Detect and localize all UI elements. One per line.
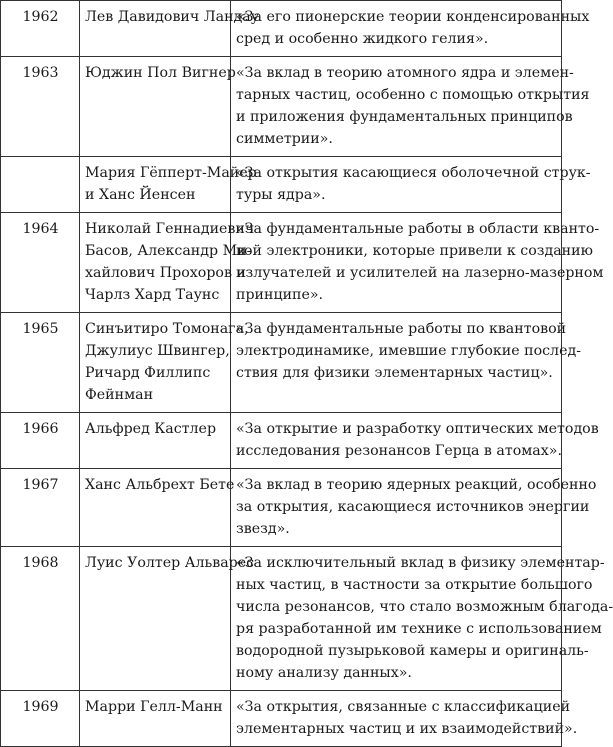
laureate-line: Чарлз Хард Таунс xyxy=(85,287,220,303)
motivation-line: ствия для физики элементарных частиц». xyxy=(236,365,553,381)
motivation-line: «За вклад в теорию ядерных реакций, особенно xyxy=(236,477,597,493)
laureate-line: хайлович Прохоров и xyxy=(85,265,246,281)
laureate-cell xyxy=(80,1,260,57)
laureate-line: Ричард Филлипс xyxy=(85,365,211,381)
laureate-cell xyxy=(80,469,235,547)
year-cell: 1965 xyxy=(1,313,80,413)
motivation-cell xyxy=(231,57,590,157)
laureate-line: Юджин Пол Вигнер xyxy=(85,65,236,81)
year-cell: 1967 xyxy=(1,469,80,547)
year-cell: 1963 xyxy=(1,57,80,157)
year-cell: 1966 xyxy=(1,413,80,469)
year-cell: 1962 xyxy=(1,1,80,57)
motivation-cell xyxy=(231,413,599,469)
table-row xyxy=(1,157,562,213)
motivation-line: принципе». xyxy=(236,287,324,303)
laureate-line: Ханс Альбрехт Бете xyxy=(85,477,235,493)
year-cell: 1964 xyxy=(1,213,80,313)
laureate-line: Синъитиро Томонага, xyxy=(85,321,249,337)
year-cell: 1968 xyxy=(1,547,80,691)
motivation-line: исследования резонансов Герца в атомах». xyxy=(236,443,562,459)
motivation-line: сред и особенно жидкого гелия». xyxy=(236,31,489,47)
laureate-line: Фейнман xyxy=(85,387,154,403)
motivation-line: и приложения фундаментальных принципов xyxy=(236,109,573,125)
motivation-cell xyxy=(231,157,591,213)
laureate-line: Лев Давидович Ландау xyxy=(85,9,260,25)
motivation-line: электродинамике, имевшие глубокие послед- xyxy=(236,343,581,359)
motivation-line: симметрии». xyxy=(236,131,333,147)
motivation-line: ному анализу данных». xyxy=(236,665,412,681)
laureate-line: Марри Гелл-Манн xyxy=(85,699,223,715)
year-cell: 1969 xyxy=(1,691,80,747)
motivation-line: «За открытие и разработку оптических методов xyxy=(236,421,599,437)
laureate-cell xyxy=(80,157,257,213)
motivation-line: «За фундаментальные работы в области кванто- xyxy=(236,221,600,237)
year-cell xyxy=(1,157,80,213)
laureate-cell xyxy=(80,413,231,469)
table-row xyxy=(1,691,562,747)
motivation-line: вой электроники, которые привели к созданию xyxy=(236,243,593,259)
table-row xyxy=(1,57,562,157)
laureate-line: Мария Гёпперт-Майер xyxy=(85,165,257,181)
motivation-line: «За фундаментальные работы по квантовой xyxy=(236,321,567,337)
motivation-cell xyxy=(231,213,604,313)
motivation-cell xyxy=(231,313,581,413)
laureate-line: Николай Геннадиевич xyxy=(85,221,255,237)
table-row xyxy=(1,469,562,547)
motivation-line: ных частиц, в частности за открытие большого xyxy=(236,577,593,593)
motivation-line: ря разработанной им технике с использованием xyxy=(236,621,602,637)
motivation-line: туры ядра». xyxy=(236,187,326,203)
motivation-cell xyxy=(231,469,597,547)
laureate-line: Альфред Кастлер xyxy=(85,421,217,437)
table-row xyxy=(1,313,562,413)
motivation-cell xyxy=(231,1,590,57)
laureate-line: Луис Уолтер Альварес xyxy=(85,555,255,571)
laureate-cell xyxy=(80,691,231,747)
motivation-line: числа резонансов, что стало возможным благода- xyxy=(236,599,613,615)
motivation-line: за открытия, касающиеся источников энергии xyxy=(236,499,590,515)
motivation-line: «За открытия касающиеся оболочечной струк- xyxy=(236,165,591,181)
table-row xyxy=(1,213,562,313)
table-body xyxy=(1,1,613,747)
laureate-line: Басов, Александр Ми- xyxy=(85,243,252,259)
laureate-cell xyxy=(80,547,255,691)
motivation-cell xyxy=(231,547,613,691)
motivation-line: излучателей и усилителей на лазерно-мазерном xyxy=(236,265,604,281)
motivation-cell xyxy=(231,691,578,747)
motivation-line: «За исключительный вклад в физику элементар- xyxy=(236,555,605,571)
laureate-cell xyxy=(80,313,249,413)
motivation-line: звезд». xyxy=(236,521,290,537)
table-row xyxy=(1,413,562,469)
laureate-line: Джулиус Швингер, xyxy=(85,343,230,359)
laureate-cell xyxy=(80,213,255,313)
motivation-line: водородной пузырьковой камеры и оригиналь- xyxy=(236,643,589,659)
motivation-line: «За открытия, связанные с классификацией xyxy=(236,699,571,715)
motivation-line: «За его пионерские теории конденсированных xyxy=(236,9,590,25)
table-row xyxy=(1,1,562,57)
laureate-line: и Ханс Йенсен xyxy=(85,187,196,203)
table-row xyxy=(1,547,562,691)
laureate-cell xyxy=(80,57,236,157)
motivation-line: «За вклад в теорию атомного ядра и элемен- xyxy=(236,65,574,81)
motivation-line: тарных частиц, особенно с помощью открытия xyxy=(236,87,590,103)
motivation-line: элементарных частиц и их взаимодействий». xyxy=(236,721,578,737)
